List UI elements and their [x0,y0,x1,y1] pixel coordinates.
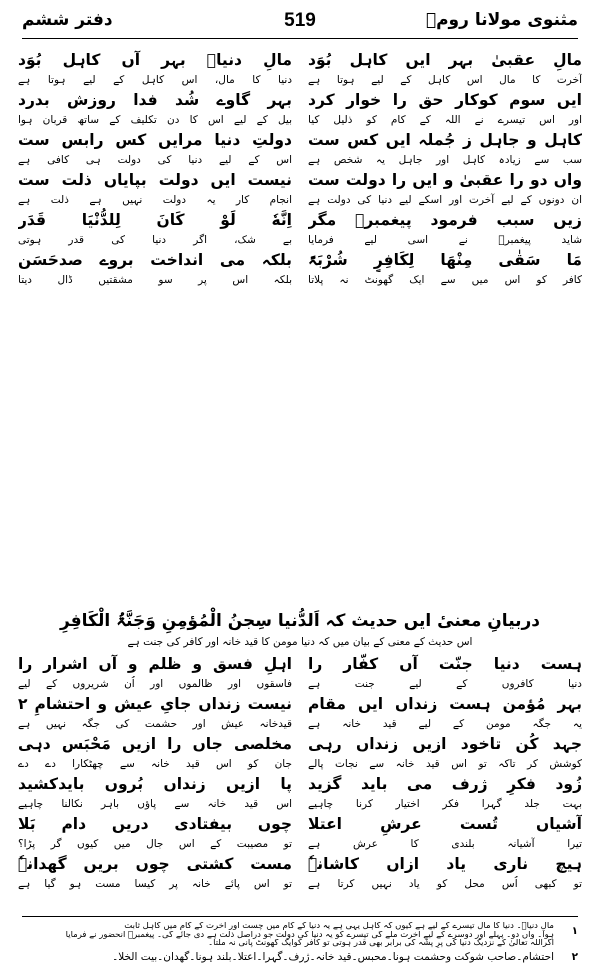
couplet-line [18,852,292,892]
footnote-line: اگراللہ تعالیٰ کے نزدیک دنیا کی پرِ پشّہ کی برابر بھی قدر ہوتی تو کافر کوایک گھونٹ پانی نہ ملتا۔ [208,939,554,948]
verse-text: ہیچ ناری یاد ازاں کاشانہٗ [308,855,582,873]
verse-text: ہست دنیا جنّت آں کفّار را [308,655,582,673]
verse-translation: کافر کو اس میں سے ایک گھونٹ نہ پلاتا [308,274,582,286]
verse-translation: قیدخانہ عیش اور حشمت کی جگہ نہیں ہے [18,718,292,730]
verse-text: چوں بیفتادی دریں دام بَلا [18,815,292,833]
couplet-line [308,852,582,892]
footnote-text [22,948,554,966]
footnote-line: ہوا۔ واں دو۔ پہلے اور دوسرے کے لیے آخرت ملے گی تیسرے کو یہ دنیا کی دولت جو دراصل ذلت ہے دی جائے گی۔ پیغمبرؐ آنحضور نے فرمایا [65,930,554,939]
verse-translation: بیل کے لیے اس کا دن تکلیف کے ساتھ قربان ہوا [18,114,292,126]
footnote-line: مالِ دنیاؒ۔ دنیا کا مال تیسرے کے لیے ہے کیوں کہ کاہل یہی ہے یہ دنیا کے کام میں چست اور آخرت کے کام میں کاہل ثابت [124,922,554,931]
page-header [22,6,578,42]
couplet-line [18,248,292,288]
footnote-number: ۲ [571,951,578,963]
verse-text: مالِ دنیاؒ بہر آں کاہل بُوَد [18,51,292,69]
verse-text: پا ازیں زنداں بُروں بایدکشید [18,775,292,793]
verse-translation: کوشش کر تاکہ تو اس قید خانہ سے نجات پالے [308,758,582,770]
verse-translation: ان دونوں کے لیے آخرت اور اسکے لیے دنیا کی دولت ہے [308,194,582,206]
verse-translation: بلکہ اس پر سو مشقتیں ڈال دیتا [18,274,292,286]
couplet-line [18,772,292,812]
couplet-line [308,692,582,732]
section-title-translation: اس حدیث کے معنی کے بیان میں کہ دنیا مومن کا قید خانہ اور کافر کی جنت ہے [127,636,473,648]
couplet-line [18,208,292,248]
verse-translation: جان کو اس قید خانہ سے چھٹکارا دے دے [18,758,292,770]
verse-text: بلکہ می انداخت بروے صدحَسَن [18,251,292,269]
verse-text: مالِ عقبیٰ بہر ایں کاہل بُوَد [308,51,582,69]
page-number: 519 [284,10,316,31]
couplet-line [18,652,292,692]
left-column-top [18,48,292,288]
verse-translation: سب سے زیادہ کاہل اور جاہل یہ شخص ہے [308,154,582,166]
verse-text: واں دو را عقبیٰ و ایں را دولت ست [308,171,582,189]
couplet-line [18,88,292,128]
verse-text: مخلصی جاں را ازیں مَحْبَس دہی [18,735,292,753]
verse-text: اہلِ فسق و ظلم و آں اشرار را [18,655,292,673]
verse-text: مَا سَقٰی مِنْهَا لِکَافِرٍ شُرْبَۃً [308,251,582,269]
couplet-line [308,168,582,208]
couplet-line [308,812,582,852]
verse-text: بہر گاوے شُد فدا روزش بدرد [18,91,292,109]
couplet-line [308,732,582,772]
couplet-line [308,208,582,248]
footnote-line: احتشام۔صاحب شوکت وحشمت ہونا۔محبس۔قید خانہ۔ژرف۔گہرا۔اعتلا۔بلند ہونا۔گھدان۔بیت الخلا۔ [112,951,554,963]
verse-translation: فاسقوں اور ظالموں اور اُن شریروں کے لیے [18,678,292,690]
section-heading [18,608,582,650]
couplet-line [308,248,582,288]
verse-text: جہد کُن تاخود ازیں زنداں رہی [308,735,582,753]
verse-text: نیست ایں دولت بپایاں ذلت ست [18,171,292,189]
couplet-line [18,692,292,732]
verse-text: ایں سوم کوکار حق را خوار کرد [308,91,582,109]
verse-translation: انجام کار یہ دولت نہیں ہے ذلت ہے [18,194,292,206]
couplet-line [18,168,292,208]
couplet-line [308,652,582,692]
verse-text: زیں سبب فرمود پیغمبرؐ مگر [308,211,582,229]
couplet-line [18,812,292,852]
verse-translation: دنیا کا مال، اس کاہل کے لیے ہوتا ہے [18,74,292,86]
couplet-line [308,128,582,168]
verse-text: مست کشتی چوں بریں گھدانہٗ [18,855,292,873]
couplet-line [308,48,582,88]
verse-translation: دنیا کافروں کے لیے جنت ہے [308,678,582,690]
volume-title: دفتر ششم [22,10,113,30]
verse-translation: شاید پیغمبرؐ نے اسی لیے فرمایا [308,234,582,246]
verse-translation: تو اس پائے خانہ پر کیسا مست ہو گیا ہے [18,878,292,890]
book-title: مثنوی مولانا رومؒ [425,10,578,30]
header-rule [22,38,578,39]
couplet-line [18,128,292,168]
verse-text: بہر مُؤمن ہست زنداں ایں مقام [308,695,582,713]
verse-translation: یہ جگہ مومن کے لیے قید خانہ ہے [308,718,582,730]
footnote-rule [22,916,578,917]
verse-translation: تو مصیبت کے اس جال میں کیوں گر پڑا؟ [18,838,292,850]
verse-translation: تو کبھی اُس محل کو یاد نہیں کرتا ہے [308,878,582,890]
verse-text: دولتِ دنیا مرایں کس رابس ست [18,131,292,149]
couplet-line [18,732,292,772]
couplet-line [308,88,582,128]
right-column-top [308,48,582,288]
verse-translation: بہت جلد گہرا فکر اختیار کرنا چاہیے [308,798,582,810]
verse-text: نیست زنداں جایِ عیش و احتشامِ ۲ [18,695,292,713]
verse-text: آشیاں تُست عرشِ اعتلا [308,815,582,833]
footnote-number: ۱ [571,925,578,937]
verse-text: اِنَّهٗ لَوْ کَانَ لِلدُّنْیَا قَدَر [18,211,292,229]
footnote-text [22,922,554,948]
verse-translation: اس کے لیے دنیا کی دولت ہی کافی ہے [18,154,292,166]
verse-translation: اس قید خانہ سے پاؤں باہر نکالنا چاہیے [18,798,292,810]
verse-translation: بے شک، اگر دنیا کی قدر ہوتی [18,234,292,246]
verse-text: کاہل و جاہل ز جُملہ ایں کس ست [308,131,582,149]
verse-translation: اور اس تیسرے نے اللہ کے کام کو ذلیل کیا [308,114,582,126]
verse-translation: آخرت کا مال اس کاہل کے لیے ہوتا ہے [308,74,582,86]
couplet-line [308,772,582,812]
couplet-line [18,48,292,88]
verse-text: زُود فکرِ ژرف می باید گزید [308,775,582,793]
left-column-bottom [18,652,292,892]
right-column-bottom [308,652,582,892]
verse-translation: تیرا آشیانہ بلندی کا عرش ہے [308,838,582,850]
section-title: دربیانِ معنیٔ ایں حدیث کہ اَلدُّنیا سِجنُ الْمُؤمِنِ وَجَنَّۃُ الْکَافِرِ [59,611,541,631]
